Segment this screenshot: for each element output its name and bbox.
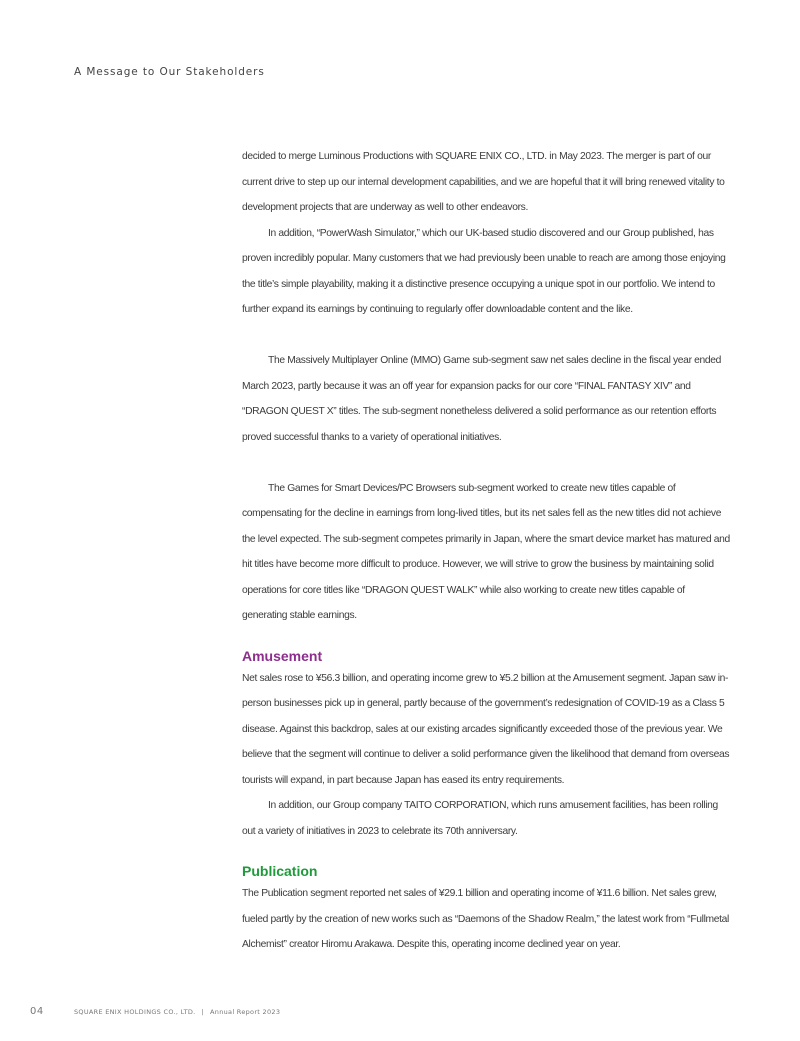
page-number: 04 [30, 1006, 44, 1017]
page-header-title: A Message to Our Stakeholders [74, 66, 265, 78]
paragraph-spacer [242, 450, 732, 476]
paragraph-smart-devices-subsegment: The Games for Smart Devices/PC Browsers sub-segment worked to create new titles capable of compensating for the decline in earnings from long-lived titles, but its net sales fell as the new titles did not achieve the level expected. The sub-segment competes primarily in Japan, where the smart device market has matured and hit titles have become more difficult to produce. However, we will strive to grow the business by maintaining solid operations for core titles like “DRAGON QUEST WALK” while also working to create new titles capable of generating stable earnings. [242, 482, 730, 621]
paragraph-mmo-subsegment: The Massively Multiplayer Online (MMO) Game sub-segment saw net sales decline in the fiscal year ended March 2023, partly because it was an off year for expansion packs for our core “FINAL FANTASY XIV” and “DRAGON QUEST X” titles. The sub-segment nonetheless delivered a solid performance as our retention efforts proved successful thanks to a variety of operational initiatives. [242, 355, 722, 443]
paragraph-powerwash-simulator: In addition, “PowerWash Simulator,” which our UK-based studio discovered and our Group published, has proven incredibly popular. Many customers that we had previously been unable to reach are among those enjoying the title’s simple playability, making it a distinctive presence occupying a unique spot in our portfolio. We intend to further expand its earnings by continuing to regularly offer downloadable content and the like. [242, 227, 726, 315]
footer-report-name: Annual Report 2023 [210, 1008, 281, 1016]
footer-separator: | [201, 1008, 205, 1016]
footer-company-name: SQUARE ENIX HOLDINGS CO., LTD. [74, 1008, 196, 1016]
paragraph-spacer [242, 323, 732, 349]
publication-heading: Publication [242, 863, 318, 879]
paragraph-publication-results: The Publication segment reported net sales of ¥29.1 billion and operating income of ¥11.6 billion. Net sales grew, fueled partly by the creation of new works such as “Daemons of the Shadow Realm,” the latest work from “Fullmetal Alchemist” creator Hiromu Arakawa. Despite this, operating income declined year on year. [242, 888, 729, 950]
amusement-heading: Amusement [242, 647, 323, 664]
paragraph-taito-anniversary: In addition, our Group company TAITO CORPORATION, which runs amusement facilities, has been rolling out a variety of initiatives in 2023 to celebrate its 70th anniversary. [242, 800, 718, 837]
main-content [242, 144, 732, 958]
footer-publication-info [74, 1008, 280, 1016]
paragraph-amusement-results: Net sales rose to ¥56.3 billion, and operating income grew to ¥5.2 billion at the Amusement segment. Japan saw in-person businesses pick up in general, partly because of the government’s redesignation of COVID-19 as a Class 5 disease. Against this backdrop, sales at our existing arcades significantly exceeded those of the previous year. We believe that the segment will continue to deliver a solid performance given the likelihood that demand from overseas tourists will expand, in part because Japan has eased its entry requirements. [242, 672, 730, 786]
paragraph-luminous-merger: decided to merge Luminous Productions with SQUARE ENIX CO., LTD. in May 2023. The merger is part of our current drive to step up our internal development capabilities, and we are hopeful that it will bring renewed vitality to development projects that are underway as well to other endeavors. [242, 151, 725, 213]
